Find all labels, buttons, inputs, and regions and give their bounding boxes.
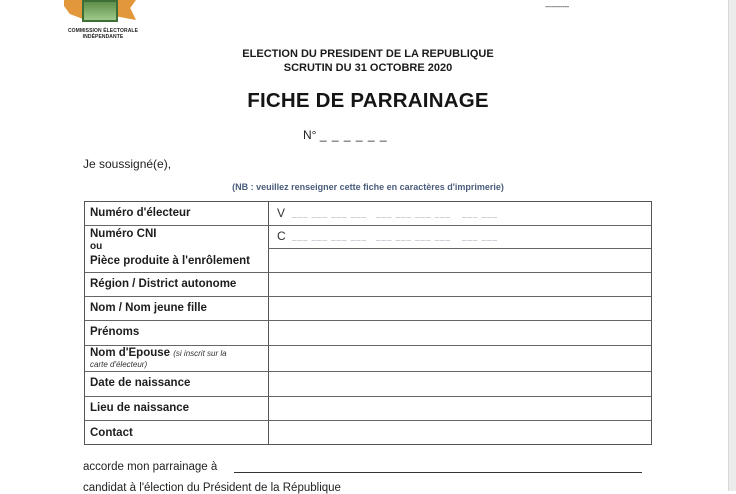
- number-blank[interactable]: _ _ _ _ _ _: [319, 128, 388, 142]
- field-piece-enrolement[interactable]: [269, 249, 651, 272]
- logo-text-line1: COMMISSION ÉLECTORALE: [67, 28, 139, 34]
- label-piece-enrolement: Pièce produite à l'enrôlement: [90, 255, 250, 267]
- nb-note: (NB : veuillez renseigner cette fiche en caractères d'imprimerie): [232, 182, 504, 192]
- label-nom-epouse: [90, 347, 227, 359]
- field-nom-epouse[interactable]: [269, 346, 651, 371]
- candidate-name-line[interactable]: [234, 472, 642, 473]
- field-numero-cni[interactable]: [269, 226, 651, 248]
- label-ou: ou: [90, 241, 103, 252]
- label-region: Région / District autonome: [90, 278, 237, 290]
- label-prenoms: Prénoms: [90, 326, 140, 338]
- label-nom-epouse-text: Nom d'Epouse: [90, 347, 171, 359]
- field-region[interactable]: [269, 273, 651, 296]
- field-contact[interactable]: [269, 421, 651, 444]
- dash-group: ___ ___: [462, 232, 498, 241]
- label-contact: Contact: [90, 427, 133, 439]
- label-nom: Nom / Nom jeune fille: [90, 302, 207, 314]
- scrutin-date: SCRUTIN DU 31 OCTOBRE 2020: [283, 62, 453, 74]
- number-label: N°: [303, 128, 317, 142]
- label-date-naissance: Date de naissance: [90, 377, 191, 389]
- field-prenoms[interactable]: [269, 321, 651, 345]
- label-nom-epouse-note2: carte d'électeur): [90, 360, 148, 369]
- cei-logo-icon: [60, 0, 140, 26]
- accorde-text: accorde mon parrainage à: [83, 461, 218, 473]
- logo-text: [58, 28, 148, 40]
- label-numero-electeur: Numéro d'électeur: [90, 207, 191, 219]
- field-lieu-naissance[interactable]: [269, 397, 651, 420]
- election-heading: ELECTION DU PRESIDENT DE LA REPUBLIQUE: [242, 48, 494, 60]
- form-number: [303, 128, 388, 142]
- dash-group: ___ ___: [462, 209, 498, 218]
- dash-group: ___ ___ ___ ___: [376, 232, 452, 241]
- dash-group: ___ ___ ___ ___: [292, 232, 368, 241]
- top-right-dashes: -----------: [545, 2, 569, 11]
- prefix-c: C: [277, 229, 286, 243]
- candidat-text: candidat à l'élection du Président de la République: [83, 482, 341, 494]
- logo-ballot-box: [82, 0, 118, 22]
- soussigne-text: Je soussigné(e),: [83, 157, 172, 171]
- dash-group: ___ ___ ___ ___: [376, 209, 452, 218]
- sponsorship-form-table: [84, 201, 652, 445]
- label-lieu-naissance: Lieu de naissance: [90, 402, 190, 414]
- page-title: FICHE DE PARRAINAGE: [247, 89, 489, 112]
- prefix-v: V: [277, 206, 286, 220]
- logo-text-line2: INDÉPENDANTE: [82, 34, 124, 40]
- dash-group: ___ ___ ___ ___: [292, 209, 368, 218]
- label-numero-cni: Numéro CNI: [90, 228, 157, 240]
- label-nom-epouse-note: (si inscrit sur la: [173, 349, 227, 358]
- field-numero-electeur[interactable]: [269, 202, 651, 225]
- field-date-naissance[interactable]: [269, 372, 651, 396]
- field-nom[interactable]: [269, 297, 651, 320]
